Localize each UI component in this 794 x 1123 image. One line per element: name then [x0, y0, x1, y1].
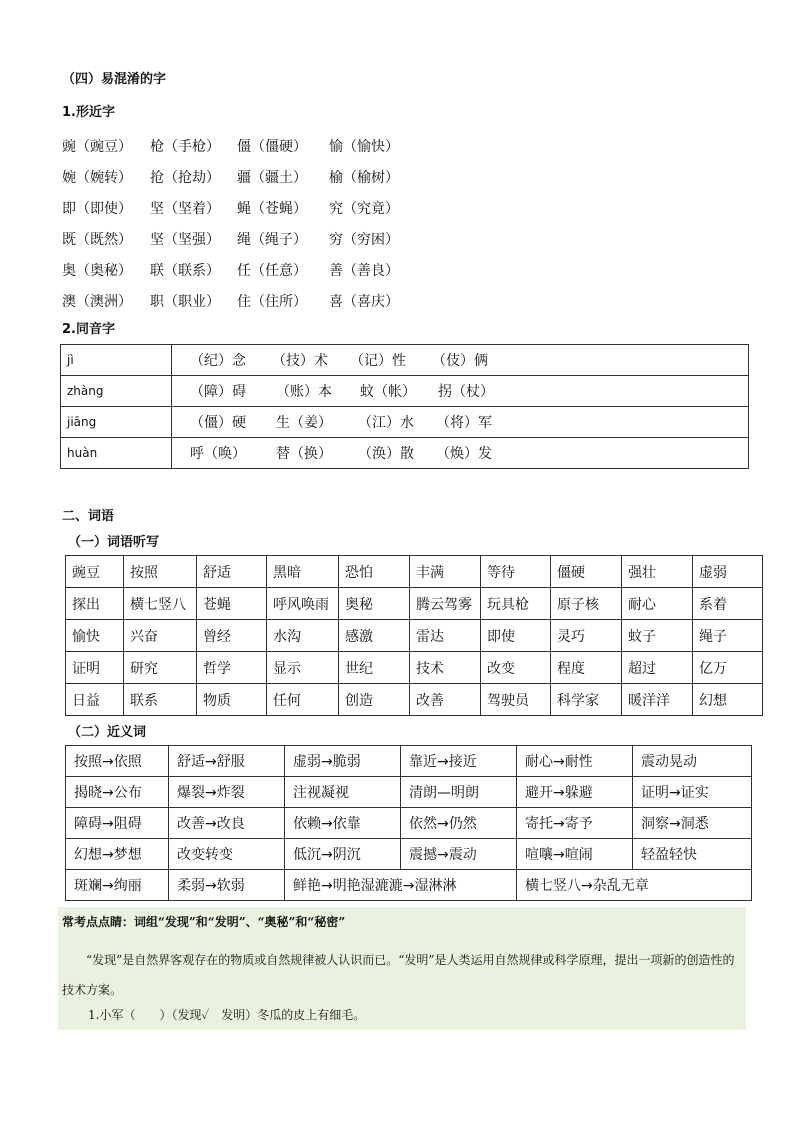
word-cell: 虚弱 [693, 556, 763, 588]
char-pair: 任（任意） [237, 262, 307, 279]
homophone-cell [172, 376, 749, 407]
char-pair: 蝇（苍蝇） [237, 200, 307, 217]
word-cell: 世纪 [339, 652, 410, 684]
synonym-cell: 揭晓→公布 [66, 777, 169, 808]
key-point-paragraph: “发现”是自然界客观存在的物质或自然规律被人认识而已。“发明”是人类运用自然规律或科学原理，提出一项新的创造性的技术方案。 [62, 953, 735, 997]
word-cell: 探出 [66, 588, 124, 620]
word-cell: 改变 [481, 652, 551, 684]
char-pair: 职（职业） [150, 293, 220, 310]
char-pair: 榆（榆树） [329, 169, 399, 186]
word-cell: 暖洋洋 [622, 684, 693, 716]
table-row [61, 376, 749, 407]
table-row [66, 808, 752, 839]
char-row [62, 223, 419, 254]
key-point-box [58, 907, 746, 1030]
table-row [66, 839, 752, 870]
char-pair: 究（究竟） [329, 200, 399, 217]
word-cell: 系着 [693, 588, 763, 620]
word-cell: 腾云驾雾 [410, 588, 481, 620]
word-cell: 水沟 [267, 620, 339, 652]
similar-form-char-list [62, 130, 419, 316]
homophone-word: （障）碍 [190, 384, 246, 400]
pinyin-cell: jiāng [61, 407, 172, 438]
synonym-cell: 震撼→震动 [401, 839, 517, 870]
table-row [61, 345, 749, 376]
subsection-title-synonyms: （二）近义词 [68, 725, 147, 740]
char-pair: 婉（婉转） [62, 169, 132, 186]
subsection-title-similar-form: 1.形近字 [62, 105, 115, 120]
synonym-cell: 清朗—明朗 [401, 777, 517, 808]
table-row [61, 438, 749, 469]
subsection-title-homophones: 2.同音字 [62, 322, 115, 337]
table-row [66, 588, 763, 620]
synonym-cell: 柔弱→软弱 [169, 870, 285, 901]
table-row [66, 652, 763, 684]
char-row [62, 254, 419, 285]
synonym-cell: 改变转变 [169, 839, 285, 870]
pinyin-cell: jì [61, 345, 172, 376]
homophone-cell [172, 345, 749, 376]
word-cell: 感激 [339, 620, 410, 652]
word-cell: 日益 [66, 684, 124, 716]
homophone-cell [172, 407, 749, 438]
synonym-cell: 依赖→依靠 [285, 808, 401, 839]
table-row [66, 777, 752, 808]
synonym-cell: 注视凝视 [285, 777, 401, 808]
homophone-word: （江）水 [358, 415, 414, 431]
char-pair: 坚（坚着） [150, 200, 220, 217]
section-title-vocabulary: 二、词语 [62, 509, 115, 524]
homophone-word: 生（姜） [276, 415, 332, 431]
word-cell: 苍蝇 [197, 588, 267, 620]
synonym-cell: 按照→依照 [66, 746, 169, 777]
homophone-word: 呼（唤） [190, 446, 246, 462]
word-cell: 玩具枪 [481, 588, 551, 620]
synonym-cell: 横七竖八→杂乱无章 [517, 870, 752, 901]
char-pair: 奥（奥秘） [62, 262, 132, 279]
word-cell: 强壮 [622, 556, 693, 588]
char-pair: 澳（澳洲） [62, 293, 132, 310]
char-pair: 绳（绳子） [237, 231, 307, 248]
char-pair: 住（住所） [237, 293, 307, 310]
word-cell: 蚊子 [622, 620, 693, 652]
word-cell: 呼风唤雨 [267, 588, 339, 620]
char-pair: 僵（僵硬） [237, 138, 307, 155]
synonym-cell: 寄托→寄予 [517, 808, 633, 839]
synonym-table [65, 745, 752, 901]
word-cell: 程度 [551, 652, 622, 684]
char-row [62, 192, 419, 223]
homophone-word: （伎）俩 [432, 353, 488, 369]
homophone-word: 拐（杖） [438, 384, 494, 400]
char-pair: 豌（豌豆） [62, 138, 132, 155]
pinyin-cell: zhàng [61, 376, 172, 407]
synonym-cell: 证明→证实 [633, 777, 752, 808]
char-pair: 善（善良） [329, 262, 399, 279]
word-cell: 驾驶员 [481, 684, 551, 716]
word-cell: 豌豆 [66, 556, 124, 588]
pinyin-cell: huàn [61, 438, 172, 469]
synonym-cell: 幻想→梦想 [66, 839, 169, 870]
char-pair: 穷（穷困） [329, 231, 399, 248]
char-pair: 抢（抢劫） [150, 169, 220, 186]
word-cell: 改善 [410, 684, 481, 716]
word-cell: 绳子 [693, 620, 763, 652]
synonym-cell: 震动晃动 [633, 746, 752, 777]
synonym-cell: 低沉→阴沉 [285, 839, 401, 870]
synonym-cell: 爆裂→炸裂 [169, 777, 285, 808]
synonym-cell: 靠近→接近 [401, 746, 517, 777]
word-cell: 雷达 [410, 620, 481, 652]
table-row [66, 620, 763, 652]
word-cell: 黑暗 [267, 556, 339, 588]
word-cell: 恐怕 [339, 556, 410, 588]
char-pair: 喜（喜庆） [329, 293, 399, 310]
word-cell: 僵硬 [551, 556, 622, 588]
word-cell: 灵巧 [551, 620, 622, 652]
section-title-confusable-chars: （四）易混淆的字 [62, 72, 167, 87]
char-row [62, 285, 419, 316]
synonym-cell: 舒适→舒服 [169, 746, 285, 777]
char-pair: 愉（愉快） [329, 138, 399, 155]
char-pair: 疆（疆土） [237, 169, 307, 186]
table-row [61, 407, 749, 438]
word-cell: 奥秘 [339, 588, 410, 620]
word-cell: 联系 [124, 684, 197, 716]
synonym-cell: 鲜艳→明艳湿漉漉→湿淋淋 [285, 870, 517, 901]
word-cell: 原子核 [551, 588, 622, 620]
char-pair: 联（联系） [150, 262, 220, 279]
homophone-word: （技）术 [272, 353, 328, 369]
word-cell: 愉快 [66, 620, 124, 652]
word-cell: 丰满 [410, 556, 481, 588]
practice-question: 1.小军（ ）（发现✓ 发明）冬瓜的皮上有细毛。 [88, 1008, 366, 1022]
homophone-cell [172, 438, 749, 469]
word-cell: 任何 [267, 684, 339, 716]
synonym-cell: 耐心→耐性 [517, 746, 633, 777]
homophone-word: （涣）散 [358, 446, 414, 462]
word-cell: 兴奋 [124, 620, 197, 652]
word-cell: 创造 [339, 684, 410, 716]
word-cell: 科学家 [551, 684, 622, 716]
word-cell: 耐心 [622, 588, 693, 620]
synonym-cell: 障碍→阻碍 [66, 808, 169, 839]
word-cell: 横七竖八 [124, 588, 197, 620]
char-row [62, 161, 419, 192]
char-pair: 坚（坚强） [150, 231, 220, 248]
homophone-table [60, 344, 749, 469]
char-row [62, 130, 419, 161]
word-cell: 显示 [267, 652, 339, 684]
synonym-cell: 轻盈轻快 [633, 839, 752, 870]
homophone-word: 替（换） [276, 446, 332, 462]
homophone-word: （焕）发 [436, 446, 492, 462]
homophone-word: （记）性 [350, 353, 406, 369]
synonym-cell: 依然→仍然 [401, 808, 517, 839]
word-cell: 技术 [410, 652, 481, 684]
word-cell: 即使 [481, 620, 551, 652]
homophone-word: （僵）硬 [190, 415, 246, 431]
word-cell: 研究 [124, 652, 197, 684]
table-row [66, 746, 752, 777]
word-cell: 幻想 [693, 684, 763, 716]
synonym-cell: 虚弱→脆弱 [285, 746, 401, 777]
synonym-cell: 喧嚷→喧闹 [517, 839, 633, 870]
word-cell: 亿万 [693, 652, 763, 684]
word-cell: 物质 [197, 684, 267, 716]
word-cell: 超过 [622, 652, 693, 684]
synonym-cell: 斑斓→绚丽 [66, 870, 169, 901]
homophone-word: 蚊（帐） [360, 384, 416, 400]
subsection-title-dictation: （一）词语听写 [68, 535, 160, 550]
char-pair: 即（即使） [62, 200, 132, 217]
char-pair: 既（既然） [62, 231, 132, 248]
dictation-table [65, 555, 763, 716]
synonym-cell: 改善→改良 [169, 808, 285, 839]
synonym-cell: 避开→躲避 [517, 777, 633, 808]
word-cell: 曾经 [197, 620, 267, 652]
word-cell: 等待 [481, 556, 551, 588]
word-cell: 舒适 [197, 556, 267, 588]
char-pair: 枪（手枪） [150, 138, 220, 155]
homophone-word: （将）军 [436, 415, 492, 431]
key-point-heading: 常考点点睛：词组“发现”和“发明”、“奥秘”和“秘密” [62, 915, 346, 929]
word-cell: 哲学 [197, 652, 267, 684]
homophone-word: （纪）念 [190, 353, 246, 369]
homophone-word: （账）本 [276, 384, 332, 400]
table-row [66, 870, 752, 901]
table-row [66, 684, 763, 716]
word-cell: 证明 [66, 652, 124, 684]
table-row [66, 556, 763, 588]
synonym-cell: 洞察→洞悉 [633, 808, 752, 839]
word-cell: 按照 [124, 556, 197, 588]
